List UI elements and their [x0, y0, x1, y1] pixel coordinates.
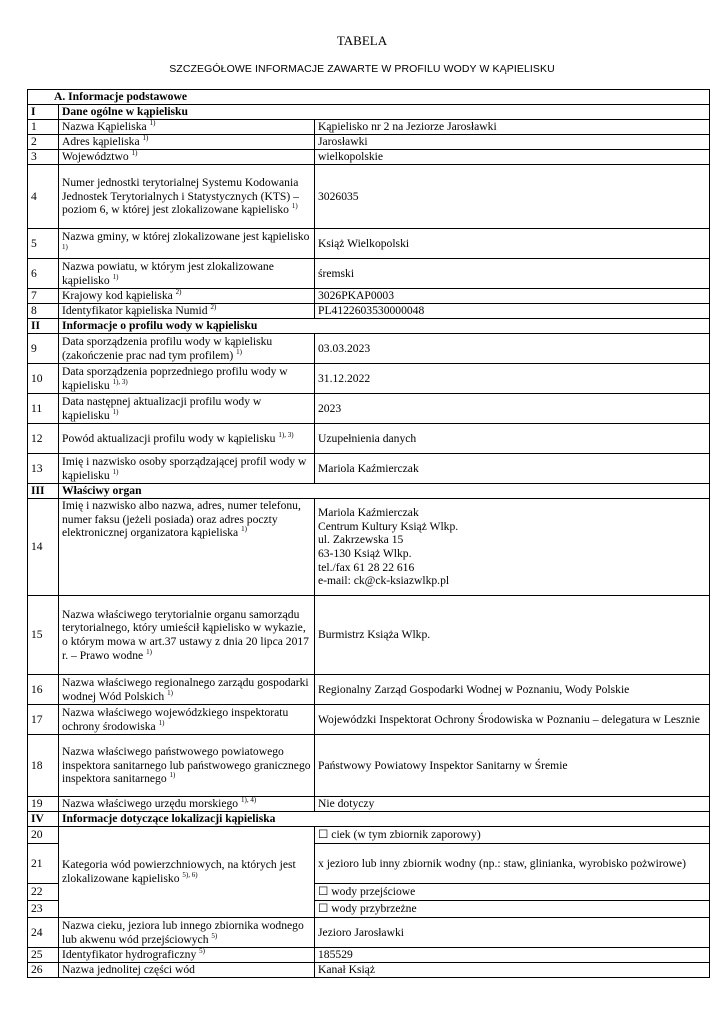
row-label: Nazwa właściwego wojewódzkiego inspektoratu ochrony środowiska $^{1)}$	[59, 705, 315, 735]
row-number: 3	[28, 150, 59, 165]
row-number: 13	[28, 454, 59, 484]
table-row-2	[28, 135, 710, 150]
table-row-16	[28, 675, 710, 705]
table-row-18	[28, 735, 710, 797]
table-row-15	[28, 596, 710, 675]
row-label: Identyfikator kąpieliska Numid $^{2)}$	[59, 304, 315, 319]
row-value: 2023	[315, 394, 710, 424]
row-value: Kanał Książ	[315, 963, 710, 978]
category-option-stream: ☐ ciek (w tym zbiornik zaporowy)	[315, 827, 710, 844]
row-value: Kąpielisko nr 2 na Jeziorze Jarosławki	[315, 120, 710, 135]
table-row-1	[28, 120, 710, 135]
row-value: 03.03.2023	[315, 334, 710, 364]
footnote-ref: 1)	[62, 242, 68, 251]
row-value: wielkopolskie	[315, 150, 710, 165]
category-option-transitional: ☐ wody przejściowe	[315, 884, 710, 901]
organizer-contact: Mariola Kaźmierczak Centrum Kultury Książ Wlkp. ul. Zakrzewska 15 63-130 Książ Wlkp. tel./fax 61 28 22 616 e-mail: ck@ck-ksiazwlkp.pl	[315, 499, 710, 596]
row-value: Jezioro Jarosławki	[315, 918, 710, 948]
row-number: 9	[28, 334, 59, 364]
footnote-ref: 2)	[175, 288, 182, 297]
section-row-IV	[28, 812, 710, 827]
row-label: Nazwa właściwego terytorialnie organu samorządu terytorialnego, który umieścił kąpielisko w wykazie, o którym mowa w art.37 ustawy z dnia 20 lipca 2017 r. – Prawo wodne $^{1)}$	[59, 596, 315, 675]
table-row-19	[28, 797, 710, 812]
section-title: Właściwy organ	[59, 484, 710, 499]
footnote-ref: 1)	[131, 149, 138, 158]
footnote-ref: 1)	[112, 272, 119, 281]
row-value: śremski	[315, 259, 710, 289]
row-number: 16	[28, 675, 59, 705]
row-value: Uzupełnienia danych	[315, 424, 710, 454]
footnote-ref: 1)	[158, 718, 165, 727]
row-label: Nazwa Kąpieliska $^{1)}$	[59, 120, 315, 135]
table-row-14	[28, 499, 710, 596]
row-number: 7	[28, 289, 59, 304]
row-number: 23	[28, 901, 59, 918]
table-row-26	[28, 963, 710, 978]
table-row-8	[28, 304, 710, 319]
footnote-ref: 1), 4)	[241, 796, 257, 805]
row-number: 10	[28, 364, 59, 394]
row-number: 5	[28, 229, 59, 259]
row-value: Książ Wielkopolski	[315, 229, 710, 259]
row-number: 2	[28, 135, 59, 150]
row-number: 12	[28, 424, 59, 454]
row-label: Adres kąpieliska $^{1)}$	[59, 135, 315, 150]
document-title: TABELA	[336, 33, 388, 48]
footnote-ref: 5)	[211, 931, 218, 940]
footnote-ref: 1)	[149, 119, 156, 128]
row-value: Nie dotyczy	[315, 797, 710, 812]
footnote-ref: 1)	[142, 134, 149, 143]
row-number: 18	[28, 735, 59, 797]
row-value: Regionalny Zarząd Gospodarki Wodnej w Poznaniu, Wody Polskie	[315, 675, 710, 705]
table-row-4	[28, 165, 710, 229]
table-row-12	[28, 424, 710, 454]
document-subtitle: SZCZEGÓŁOWE INFORMACJE ZAWARTE W PROFILU WODY W KĄPIELISKU	[169, 63, 555, 75]
row-value: 185529	[315, 948, 710, 963]
row-label: Data sporządzenia profilu wody w kąpielisku (zakończenie prac nad tym profilem) $^{1)}$	[59, 334, 315, 364]
row-number: 8	[28, 304, 59, 319]
section-title: Informacje o profilu wody w kąpielisku	[59, 319, 710, 334]
row-number: 15	[28, 596, 59, 675]
row-number: 1	[28, 120, 59, 135]
section-title: Informacje dotyczące lokalizacji kąpieliska	[59, 812, 710, 827]
section-number: II	[28, 319, 59, 334]
section-a-row	[28, 90, 710, 105]
table-row-17	[28, 705, 710, 735]
footnote-ref: 5)	[199, 947, 205, 956]
row-value: PL4122603530000048	[315, 304, 710, 319]
row-number: 19	[28, 797, 59, 812]
row-number: 17	[28, 705, 59, 735]
bathing-water-profile-table	[27, 89, 710, 978]
table-row-24	[28, 918, 710, 948]
row-label: Data sporządzenia poprzedniego profilu wody w kąpielisku $^{1), 3)}$	[59, 364, 315, 394]
water-category-label: Kategoria wód powierzchniowych, na których jest zlokalizowane kąpielisko $^{5), 6)}$	[59, 827, 315, 918]
row-label: Krajowy kod kąpieliska $^{2)}$	[59, 289, 315, 304]
footnote-ref: 1), 3)	[112, 377, 128, 386]
table-row-6	[28, 259, 710, 289]
row-value: Burmistrz Książa Wlkp.	[315, 596, 710, 675]
footnote-ref: 1), 3)	[278, 430, 294, 439]
section-number: III	[28, 484, 59, 499]
section-row-III	[28, 484, 710, 499]
row-label: Nazwa właściwego regionalnego zarządu gospodarki wodnej Wód Polskich $^{1)}$	[59, 675, 315, 705]
row-label: Powód aktualizacji profilu wody w kąpielisku $^{1), 3)}$	[59, 424, 315, 454]
row-label: Nazwa gminy, w której zlokalizowane jest kąpielisko $^{1)}$	[59, 229, 315, 259]
section-number: IV	[28, 812, 59, 827]
row-value: Państwowy Powiatowy Inspektor Sanitarny w Śremie	[315, 735, 710, 797]
row-number: 14	[28, 499, 59, 596]
section-a-title: A. Informacje podstawowe	[28, 90, 710, 105]
footnote-ref: 1)	[236, 347, 242, 356]
table-row-11	[28, 394, 710, 424]
row-value: Wojewódzki Inspektorat Ochrony Środowiska w Poznaniu – delegatura w Lesznie	[315, 705, 710, 735]
table-row-10	[28, 364, 710, 394]
row-value: Mariola Kaźmierczak	[315, 454, 710, 484]
row-label: Nazwa właściwego państwowego powiatowego inspektora sanitarnego lub państwowego granicznego inspektora sanitarnego $^{1)}$	[59, 735, 315, 797]
section-row-II	[28, 319, 710, 334]
row-value: Jarosławki	[315, 135, 710, 150]
row-value: 3026PKAP0003	[315, 289, 710, 304]
row-value: 31.12.2022	[315, 364, 710, 394]
category-option-lake: x jezioro lub inny zbiornik wodny (np.: staw, glinianka, wyrobisko pożwirowe)	[315, 844, 710, 884]
table-row-9	[28, 334, 710, 364]
row-number: 25	[28, 948, 59, 963]
table-row-5	[28, 229, 710, 259]
footnote-ref: 5), 6)	[182, 871, 198, 880]
footnote-ref: 1)	[167, 688, 173, 697]
row-label: Data następnej aktualizacji profilu wody w kąpielisku $^{1)}$	[59, 394, 315, 424]
section-row-I	[28, 105, 710, 120]
row-label: Nazwa powiatu, w którym jest zlokalizowane kąpielisko $^{1)}$	[59, 259, 315, 289]
row-label: Imię i nazwisko osoby sporządzającej profil wody w kąpielisku $^{1)}$	[59, 454, 315, 484]
footnote-ref: 1)	[112, 407, 119, 416]
footnote-ref: 1)	[291, 202, 298, 211]
footnote-ref: 2)	[210, 303, 217, 312]
row-number: 26	[28, 963, 59, 978]
row-label: Nazwa właściwego urzędu morskiego $^{1), 4)}$	[59, 797, 315, 812]
row-number: 21	[28, 844, 59, 884]
row-label: Województwo $^{1)}$	[59, 150, 315, 165]
footnote-ref: 1)	[241, 525, 247, 534]
footnote-ref: 1)	[112, 467, 119, 476]
row-number: 20	[28, 827, 59, 844]
row-label: Nazwa jednolitej części wód	[59, 963, 315, 978]
table-row-25	[28, 948, 710, 963]
row-label: Nazwa cieku, jeziora lub innego zbiornika wodnego lub akwenu wód przejściowych $^{5)}$	[59, 918, 315, 948]
row-number: 6	[28, 259, 59, 289]
row-number: 22	[28, 884, 59, 901]
row-value: 3026035	[315, 165, 710, 229]
footnote-ref: 1)	[146, 647, 152, 656]
row-number: 4	[28, 165, 59, 229]
table-row-20	[28, 827, 710, 844]
section-number: I	[28, 105, 59, 120]
section-title: Dane ogólne w kąpielisku	[59, 105, 710, 120]
category-option-coastal: ☐ wody przybrzeżne	[315, 901, 710, 918]
row-label: Numer jednostki terytorialnej Systemu Kodowania Jednostek Terytorialnych i Statystycznych (KTS) – poziom 6, w której jest zlokalizowane kąpielisko $^{1)}$	[59, 165, 315, 229]
row-label: Identyfikator hydrograficzny $^{5)}$	[59, 948, 315, 963]
table-row-13	[28, 454, 710, 484]
footnote-ref: 1)	[169, 771, 176, 780]
row-number: 24	[28, 918, 59, 948]
row-number: 11	[28, 394, 59, 424]
row-label: Imię i nazwisko albo nazwa, adres, numer telefonu, numer faksu (jeżeli posiada) oraz adres poczty elektronicznej organizatora kąpieliska $^{1)}$	[59, 499, 315, 596]
table-row-7	[28, 289, 710, 304]
table-row-3	[28, 150, 710, 165]
